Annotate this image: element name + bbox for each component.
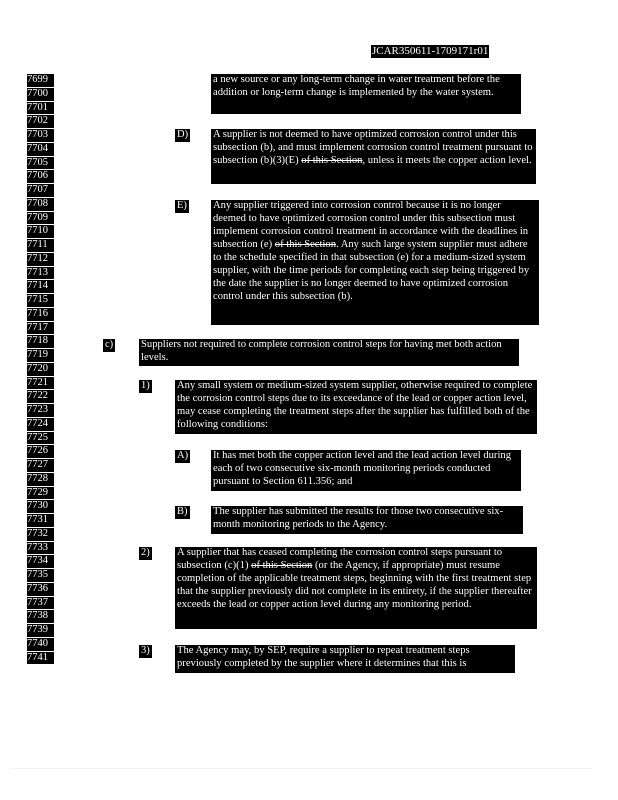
- line-number: 7727: [27, 459, 54, 472]
- label-D: D): [177, 129, 189, 140]
- line-number: 7719: [27, 349, 54, 362]
- line-number: 7713: [27, 267, 54, 280]
- line-number: 7706: [27, 170, 54, 183]
- line-number: 7737: [27, 597, 54, 610]
- line-number: 7722: [27, 390, 54, 403]
- line-number: 7703: [27, 129, 54, 142]
- paragraph-c2: [175, 547, 537, 629]
- line-number: 7717: [27, 322, 54, 335]
- paragraph-c2-text-2: (or the Agency, if appropriate) must resume completion of the applicable treatment steps, beginning with the first treatment step that the supplier previously did not complete in its entirety, if the supplier thereafter exceeds the lead or copper action level during any monitoring period.: [177, 559, 532, 610]
- line-number: 7710: [27, 225, 54, 238]
- line-number: 7731: [27, 514, 54, 527]
- line-number: 7735: [27, 569, 54, 582]
- line-number: 7714: [27, 280, 54, 293]
- label-c3: 3): [141, 645, 150, 656]
- line-number: 7709: [27, 212, 54, 225]
- line-number: 7716: [27, 308, 54, 321]
- paragraph-E-text-1: Any supplier triggered into corrosion control because it is no longer deemed to have optimized corrosion control under this subsection must implement corrosion control treatment in accordance with the deadlines in subsection (e): [213, 200, 529, 250]
- paragraph-D-text-1: A supplier is not deemed to have optimized corrosion control under this subsection (b), and must implement corrosion control treatment pursuant to subsection (b)(3)(E): [213, 129, 533, 166]
- page-bottom-rule: [10, 768, 592, 769]
- label-c: c): [105, 339, 114, 350]
- line-number: 7701: [27, 102, 54, 115]
- line-number: 7732: [27, 528, 54, 541]
- paragraph-E-text-2: . Any such large system supplier must adhere to the schedule specified in that subsection (e) for a medium-sized system supplier, with the time periods for completing each step being triggered by the date the supplier is no longer deemed to have optimized corrosion control under this subsection (b).: [213, 238, 530, 302]
- line-number: 7739: [27, 624, 54, 637]
- line-number: 7738: [27, 610, 54, 623]
- paragraph-c: Suppliers not required to complete corrosion control steps for having met both action levels.: [139, 339, 519, 366]
- line-number: 7733: [27, 542, 54, 555]
- line-number: 7705: [27, 157, 54, 170]
- label-c1B: B): [177, 506, 188, 517]
- paragraph-D: [211, 129, 536, 184]
- line-number: 7734: [27, 555, 54, 568]
- line-number: 7726: [27, 445, 54, 458]
- paragraph-c2-struck-text: of this Section: [251, 559, 313, 571]
- paragraph-D-text-2: , unless it meets the copper action level.: [362, 154, 532, 166]
- label-E: E): [177, 200, 187, 211]
- paragraph-E-struck-text: of this Section: [274, 238, 336, 250]
- line-number: 7721: [27, 377, 54, 390]
- paragraph-D-struck-text: of this Section: [301, 154, 363, 166]
- label-c1: 1): [141, 380, 150, 391]
- line-number: 7740: [27, 638, 54, 651]
- line-number: 7728: [27, 473, 54, 486]
- line-number: 7729: [27, 487, 54, 500]
- line-number: 7718: [27, 335, 54, 348]
- line-number: 7715: [27, 294, 54, 307]
- line-number: 7724: [27, 418, 54, 431]
- line-number: 7707: [27, 184, 54, 197]
- paragraph-E: [211, 200, 539, 325]
- label-c1A: A): [177, 450, 189, 461]
- line-number: 7708: [27, 198, 54, 211]
- paragraph-c1A: It has met both the copper action level and the lead action level during each of two consecutive six-month monitoring periods conducted pursuant to Section 611.356; and: [211, 450, 521, 491]
- document-id-header: JCAR350611-1709171r01: [372, 45, 489, 57]
- paragraph-c2-text-1: A supplier that has ceased completing the corrosion control steps pursuant to subsection (c)(1): [177, 547, 503, 571]
- paragraph-c1: Any small system or medium-sized system supplier, otherwise required to complete the corrosion control steps due to its exceedance of the lead or copper action level, may cease completing the treatment steps after the supplier has fulfilled both of the following conditions:: [175, 380, 537, 434]
- line-number: 7720: [27, 363, 54, 376]
- line-number: 7712: [27, 253, 54, 266]
- paragraph-c1B: The supplier has submitted the results for those two consecutive six-month monitoring periods to the Agency.: [211, 506, 523, 534]
- paragraph-continuation: a new source or any long-term change in water treatment before the addition or long-term change is implemented by the water system.: [211, 74, 521, 114]
- line-number: 7723: [27, 404, 54, 417]
- line-number: 7730: [27, 500, 54, 513]
- line-number: 7741: [27, 652, 54, 665]
- line-number: 7700: [27, 88, 54, 101]
- paragraph-c3: The Agency may, by SEP, require a supplier to repeat treatment steps previously completed by the supplier where it determines that this is: [175, 645, 515, 673]
- line-number: 7704: [27, 143, 54, 156]
- label-c2: 2): [141, 547, 150, 558]
- line-number: 7702: [27, 115, 54, 128]
- line-number: 7699: [27, 74, 54, 87]
- line-number: 7736: [27, 583, 54, 596]
- line-number: 7711: [27, 239, 54, 252]
- line-number: 7725: [27, 432, 54, 445]
